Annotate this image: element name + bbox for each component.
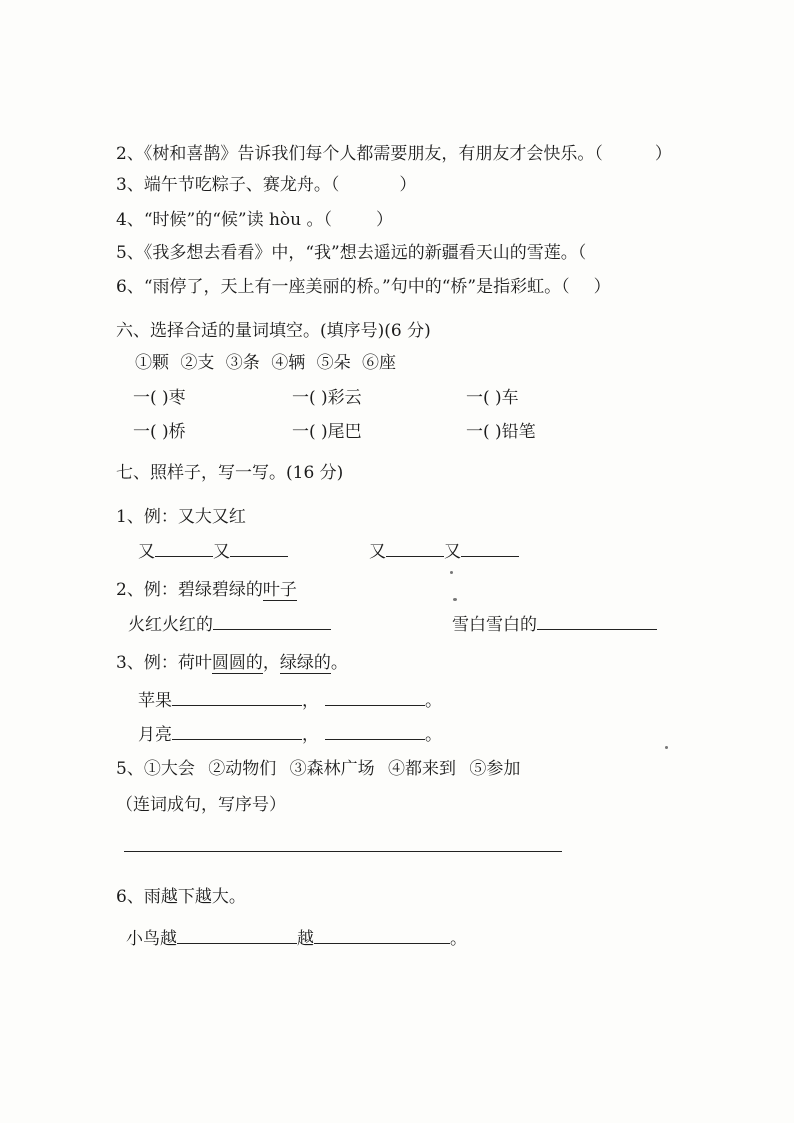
- scan-speck: [450, 571, 453, 574]
- q6-example: 6、雨越下越大。: [116, 887, 246, 907]
- judge-item-4: 4、“时候”的“候”读 hòu 。（ ）: [116, 210, 394, 230]
- q6-answer: 小鸟越 越 。: [126, 929, 467, 949]
- fill-cloud: 一( )彩云: [292, 388, 362, 408]
- judge-item-3: 3、端午节吃粽子、赛龙舟。（ ）: [116, 175, 417, 195]
- scan-speck: [453, 598, 457, 601]
- measure-word-options: ①颗 ②支 ③条 ④辆 ⑤朵 ⑥座: [135, 353, 397, 373]
- section-6-title: 六、选择合适的量词填空。(填序号)(6 分): [116, 321, 431, 341]
- q1-example: 1、例：又大又红: [116, 507, 246, 527]
- q5-answer-line: [124, 851, 562, 852]
- q1-answer-b: 又 又: [369, 541, 519, 563]
- judge-item-6: 6、“雨停了，天上有一座美丽的桥。”句中的“桥”是指彩虹。（ ）: [116, 277, 611, 297]
- q1-answer-a: 又 又: [138, 541, 288, 563]
- q3-answer-moon: 月亮 ， 。: [138, 725, 442, 745]
- q5-hint: （连词成句，写序号）: [116, 795, 286, 815]
- q5-words: 5、①大会 ②动物们 ③森林广场 ④都来到 ⑤参加: [116, 759, 521, 779]
- q2-example: 2、例：碧绿碧绿的叶子: [116, 580, 297, 600]
- q2-answer-b: 雪白雪白的: [452, 614, 657, 636]
- fill-pencil: 一( )铅笔: [466, 422, 536, 442]
- section-7-title: 七、照样子，写一写。(16 分): [116, 463, 344, 483]
- q3-example: 3、例：荷叶圆圆的，绿绿的。: [116, 653, 348, 673]
- fill-car: 一( )车: [466, 388, 519, 408]
- scan-speck: [665, 746, 668, 749]
- fill-jujube: 一( )枣: [133, 388, 186, 408]
- q2-answer-a: 火红火红的: [128, 614, 331, 636]
- q3-answer-apple: 苹果 ， 。: [138, 691, 442, 711]
- judge-item-2: 2、《树和喜鹊》告诉我们每个人都需要朋友，有朋友才会快乐。（ ）: [116, 144, 672, 164]
- fill-bridge: 一( )桥: [133, 422, 186, 442]
- fill-tail: 一( )尾巴: [292, 422, 362, 442]
- judge-item-5: 5、《我多想去看看》中，“我”想去遥远的新疆看天山的雪莲。（: [116, 243, 587, 263]
